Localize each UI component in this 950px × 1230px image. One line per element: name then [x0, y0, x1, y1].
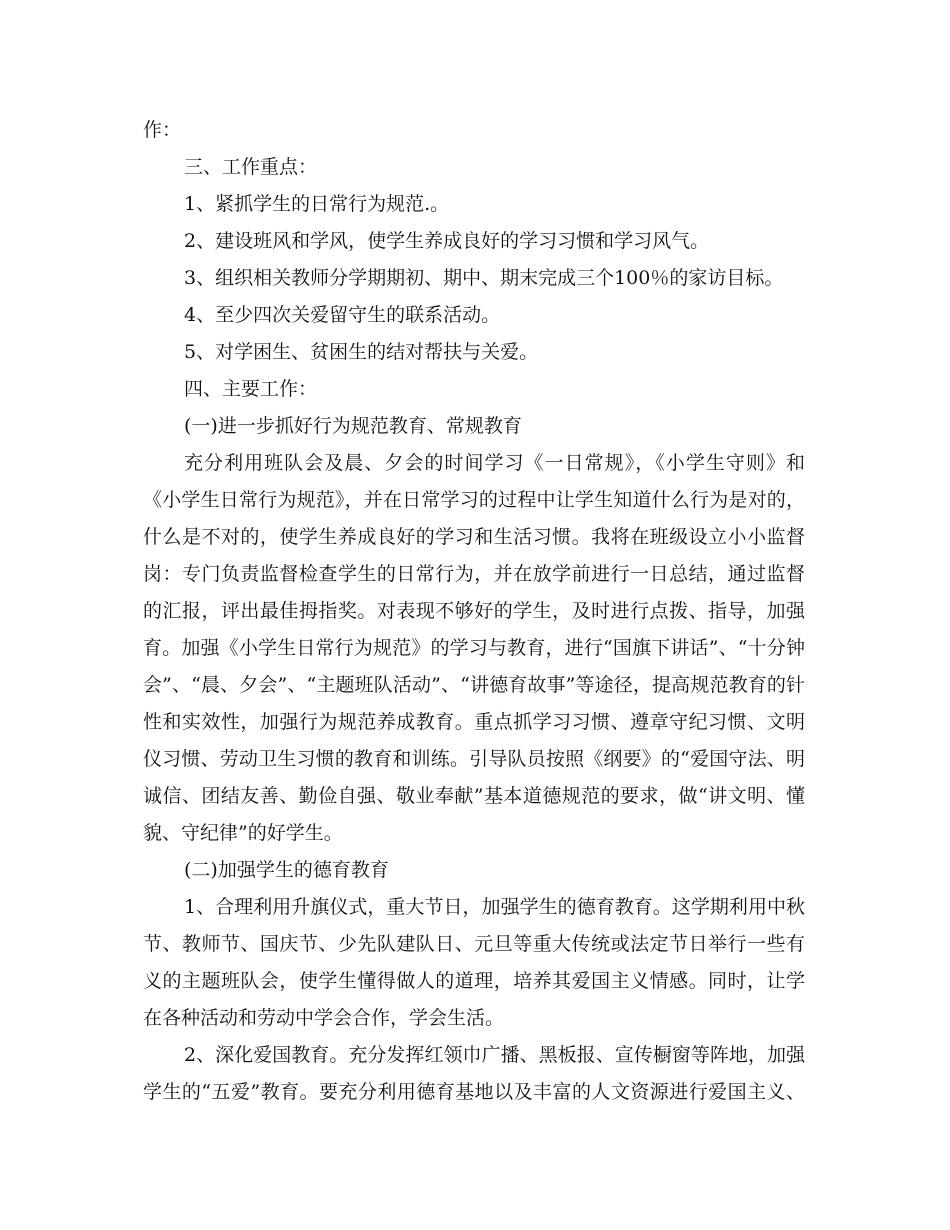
list-item: 5、对学困生、贫困生的结对帮扶与关爱。: [184, 341, 539, 363]
paragraph-line: 什么是不对的，使学生养成良好的学习和生活习惯。我将在班级设立小小监督: [143, 526, 805, 548]
paragraph-line: 在各种活动和劳动中学会合作，学会生活。: [143, 1007, 505, 1029]
section-heading-work-focus: 三、工作重点：: [184, 156, 318, 178]
section-heading-main-work: 四、主要工作：: [184, 378, 318, 400]
paragraph-line: 会”、“晨、夕会”、“主题班队活动”、“讲德育故事”等途径，提高规范教育的针: [143, 674, 805, 696]
list-item: 2、建设班风和学风，使学生养成良好的学习习惯和学习风气。: [184, 230, 710, 252]
paragraph-line: 貌、守纪律”的好学生。: [143, 822, 343, 844]
list-item: 4、至少四次关爱留守生的联系活动。: [184, 304, 501, 326]
document-body: [143, 112, 813, 1111]
subsection-heading: (一)进一步抓好行为规范教育、常规教育: [184, 415, 522, 437]
paragraph-line: 育。加强《小学生日常行为规范》的学习与教育，进行“国旗下讲话”、“十分钟: [143, 637, 805, 659]
paragraph-line: 性和实效性，加强行为规范养成教育。重点抓学习习惯、遵章守纪习惯、文明: [143, 711, 805, 733]
paragraph-line: 诚信、团结友善、勤俭自强、敬业奉献”基本道德规范的要求，做“讲文明、懂: [143, 785, 805, 807]
subsection-heading: (二)加强学生的德育教育: [184, 859, 389, 881]
paragraph-line: 的汇报，评出最佳拇指奖。对表现不够好的学生，及时进行点拨、指导，加强: [143, 600, 805, 622]
paragraph-line: 节、教师节、国庆节、少先队建队日、元旦等重大传统或法定节日举行一些有: [143, 933, 805, 955]
paragraph-line: 2、深化爱国教育。充分发挥红领巾广播、黑板报、宣传橱窗等阵地，加强: [184, 1044, 805, 1066]
text-line: 作：: [143, 119, 182, 141]
paragraph-line: 仪习惯、劳动卫生习惯的教育和训练。引导队员按照《纲要》的“爱国守法、明: [143, 748, 805, 770]
list-item: 3、组织相关教师分学期期初、期中、期末完成三个100％的家访目标。: [184, 267, 784, 289]
paragraph-line: 充分利用班队会及晨、夕会的时间学习《一日常规》，《小学生守则》和: [184, 452, 805, 474]
paragraph-line: 学生的“五爱”教育。要充分利用德育基地以及丰富的人文资源进行爱国主义、: [143, 1081, 805, 1103]
paragraph-line: 义的主题班队会，使学生懂得做人的道理，培养其爱国主义情感。同时，让学: [143, 970, 805, 992]
list-item: 1、紧抓学生的日常行为规范.。: [184, 193, 450, 215]
paragraph-line: 岗：专门负责监督检查学生的日常行为，并在放学前进行一日总结，通过监督: [143, 563, 805, 585]
paragraph-line: 1、合理利用升旗仪式，重大节日，加强学生的德育教育。这学期利用中秋: [184, 896, 805, 918]
paragraph-line: 《小学生日常行为规范》，并在日常学习的过程中让学生知道什么行为是对的，: [143, 489, 805, 511]
